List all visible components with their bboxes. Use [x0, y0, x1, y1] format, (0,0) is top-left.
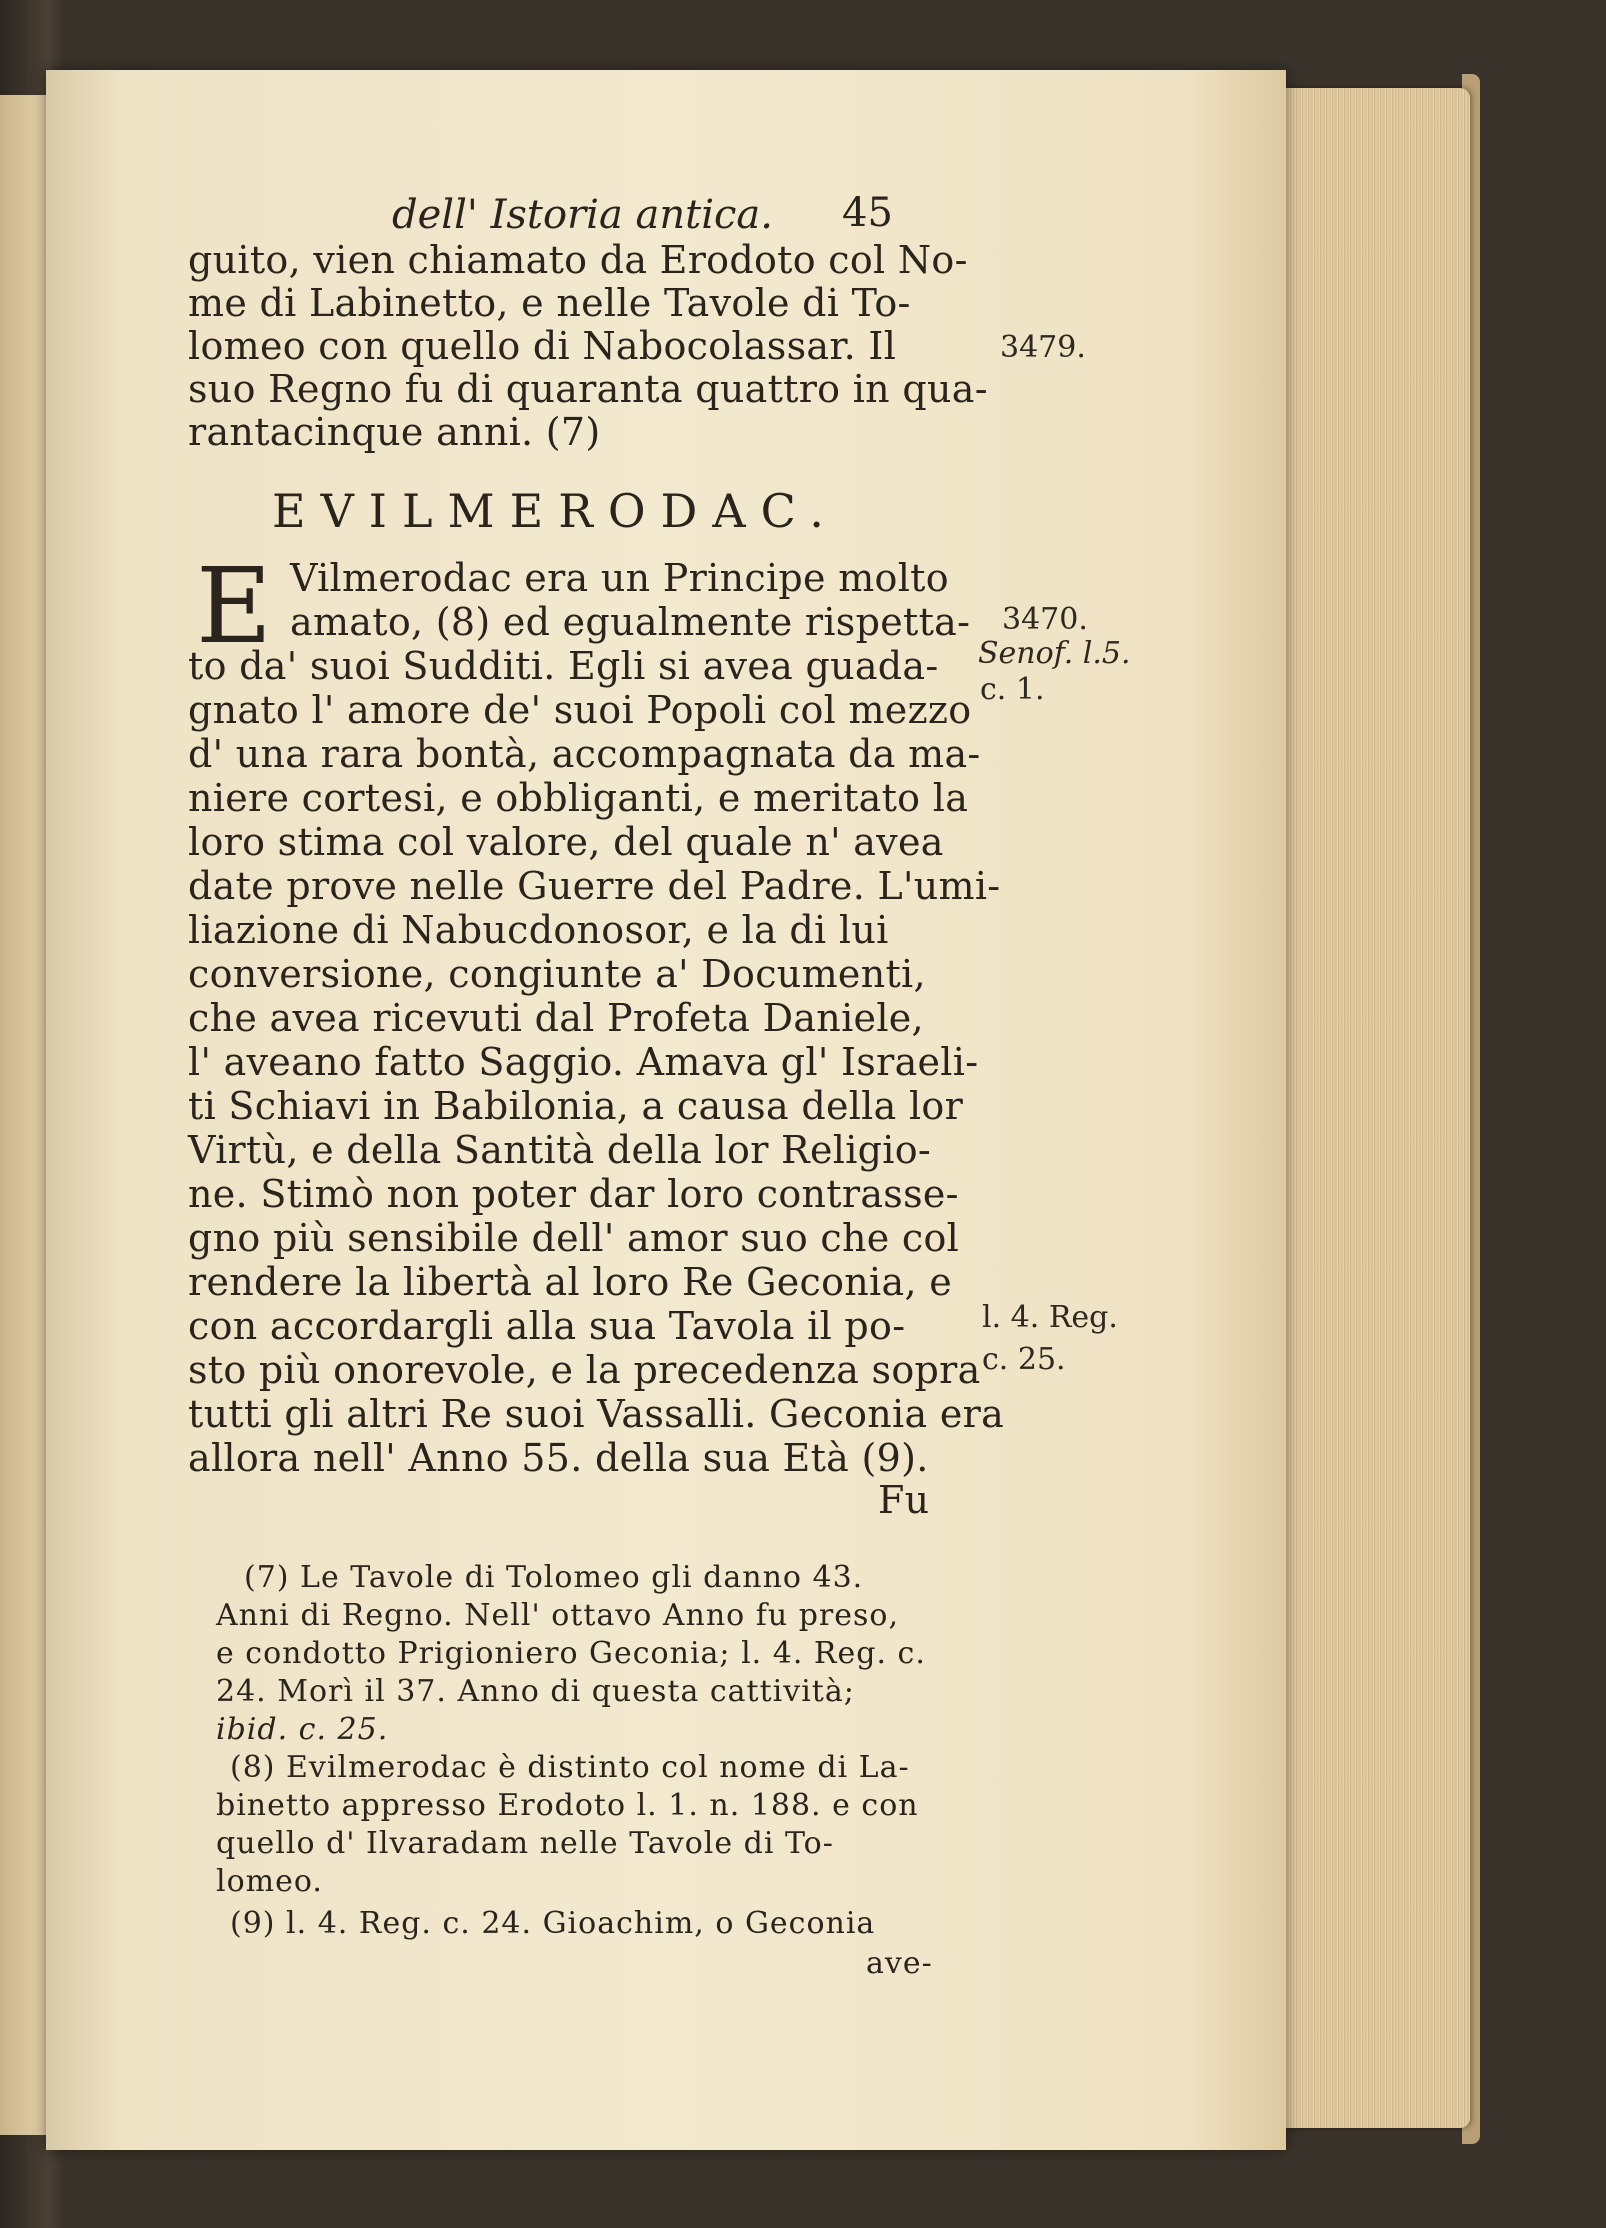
- page-number: 45: [842, 190, 893, 236]
- margin-note-year: 3470.: [1002, 602, 1088, 637]
- footnote-line: e condotto Prigioniero Geconia; l. 4. Reg. c.: [216, 1636, 926, 1671]
- body-line: date prove nelle Guerre del Padre. L'umi-: [188, 864, 1001, 908]
- running-head: dell' Istoria antica.: [392, 192, 773, 238]
- body-line: rendere la libertà al loro Re Geconia, e: [188, 1260, 953, 1304]
- body-line: che avea ricevuti dal Profeta Daniele,: [188, 996, 924, 1040]
- body-line: liazione di Nabucdonosor, e la di lui: [188, 908, 889, 952]
- body-line: conversione, congiunte a' Documenti,: [188, 952, 926, 996]
- footnote-line: lomeo.: [216, 1864, 323, 1899]
- body-line: con accordargli alla sua Tavola il po-: [188, 1304, 906, 1348]
- margin-note-reference: Senof. l.5.: [978, 636, 1131, 671]
- body-line: lomeo con quello di Nabocolassar. Il: [188, 324, 897, 368]
- body-line: sto più onorevole, e la precedenza sopra: [188, 1348, 981, 1392]
- body-line: guito, vien chiamato da Erodoto col No-: [188, 238, 968, 282]
- body-line: gno più sensibile dell' amor suo che col: [188, 1216, 960, 1260]
- footnote-catchword: ave-: [866, 1946, 933, 1981]
- body-line: Vilmerodac era un Principe molto: [290, 556, 949, 600]
- body-line: to da' suoi Sudditi. Egli si avea guada-: [188, 644, 939, 688]
- footnote-line: (7) Le Tavole di Tolomeo gli danno 43.: [244, 1560, 864, 1595]
- body-line: amato, (8) ed egualmente rispetta-: [290, 600, 971, 644]
- footnote-line: Anni di Regno. Nell' ottavo Anno fu preso,: [216, 1598, 899, 1633]
- body-line: rantacinque anni. (7): [188, 410, 601, 454]
- footnote-line: (9) l. 4. Reg. c. 24. Gioachim, o Geconia: [230, 1906, 876, 1941]
- footnote-line: quello d' Ilvaradam nelle Tavole di To-: [216, 1826, 834, 1861]
- body-line: l' aveano fatto Saggio. Amava gl' Israeli-: [188, 1040, 979, 1084]
- body-line: Virtù, e della Santità della lor Religio-: [188, 1128, 932, 1172]
- body-line: ti Schiavi in Babilonia, a causa della lor: [188, 1084, 964, 1128]
- drop-cap: E: [196, 545, 272, 667]
- footnote-line: 24. Morì il 37. Anno di questa cattività;: [216, 1674, 855, 1709]
- body-line: me di Labinetto, e nelle Tavole di To-: [188, 281, 911, 325]
- body-line: ne. Stimò non poter dar loro contrasse-: [188, 1172, 959, 1216]
- margin-note-reference: c. 1.: [980, 672, 1045, 707]
- body-line: suo Regno fu di quaranta quattro in qua-: [188, 367, 988, 411]
- footnote-line: binetto appresso Erodoto l. 1. n. 188. e con: [216, 1788, 919, 1823]
- body-line: d' una rara bontà, accompagnata da ma-: [188, 732, 981, 776]
- page-block-edges: [1284, 88, 1470, 2128]
- margin-note-year: 3479.: [1000, 330, 1086, 365]
- body-line: tutti gli altri Re suoi Vassalli. Geconia era: [188, 1392, 1005, 1436]
- body-line: loro stima col valore, del quale n' avea: [188, 820, 944, 864]
- margin-note-reference: l. 4. Reg.: [982, 1300, 1118, 1335]
- body-line: niere cortesi, e obbliganti, e meritato la: [188, 776, 969, 820]
- catchword: Fu: [878, 1478, 930, 1522]
- section-heading: EVILMERODAC.: [272, 484, 839, 538]
- footnote-line: ibid. c. 25.: [216, 1712, 389, 1747]
- margin-note-reference: c. 25.: [982, 1342, 1066, 1377]
- footnote-line: (8) Evilmerodac è distinto col nome di La-: [230, 1750, 910, 1785]
- body-line: allora nell' Anno 55. della sua Età (9).: [188, 1436, 929, 1480]
- body-line: gnato l' amore de' suoi Popoli col mezzo: [188, 688, 972, 732]
